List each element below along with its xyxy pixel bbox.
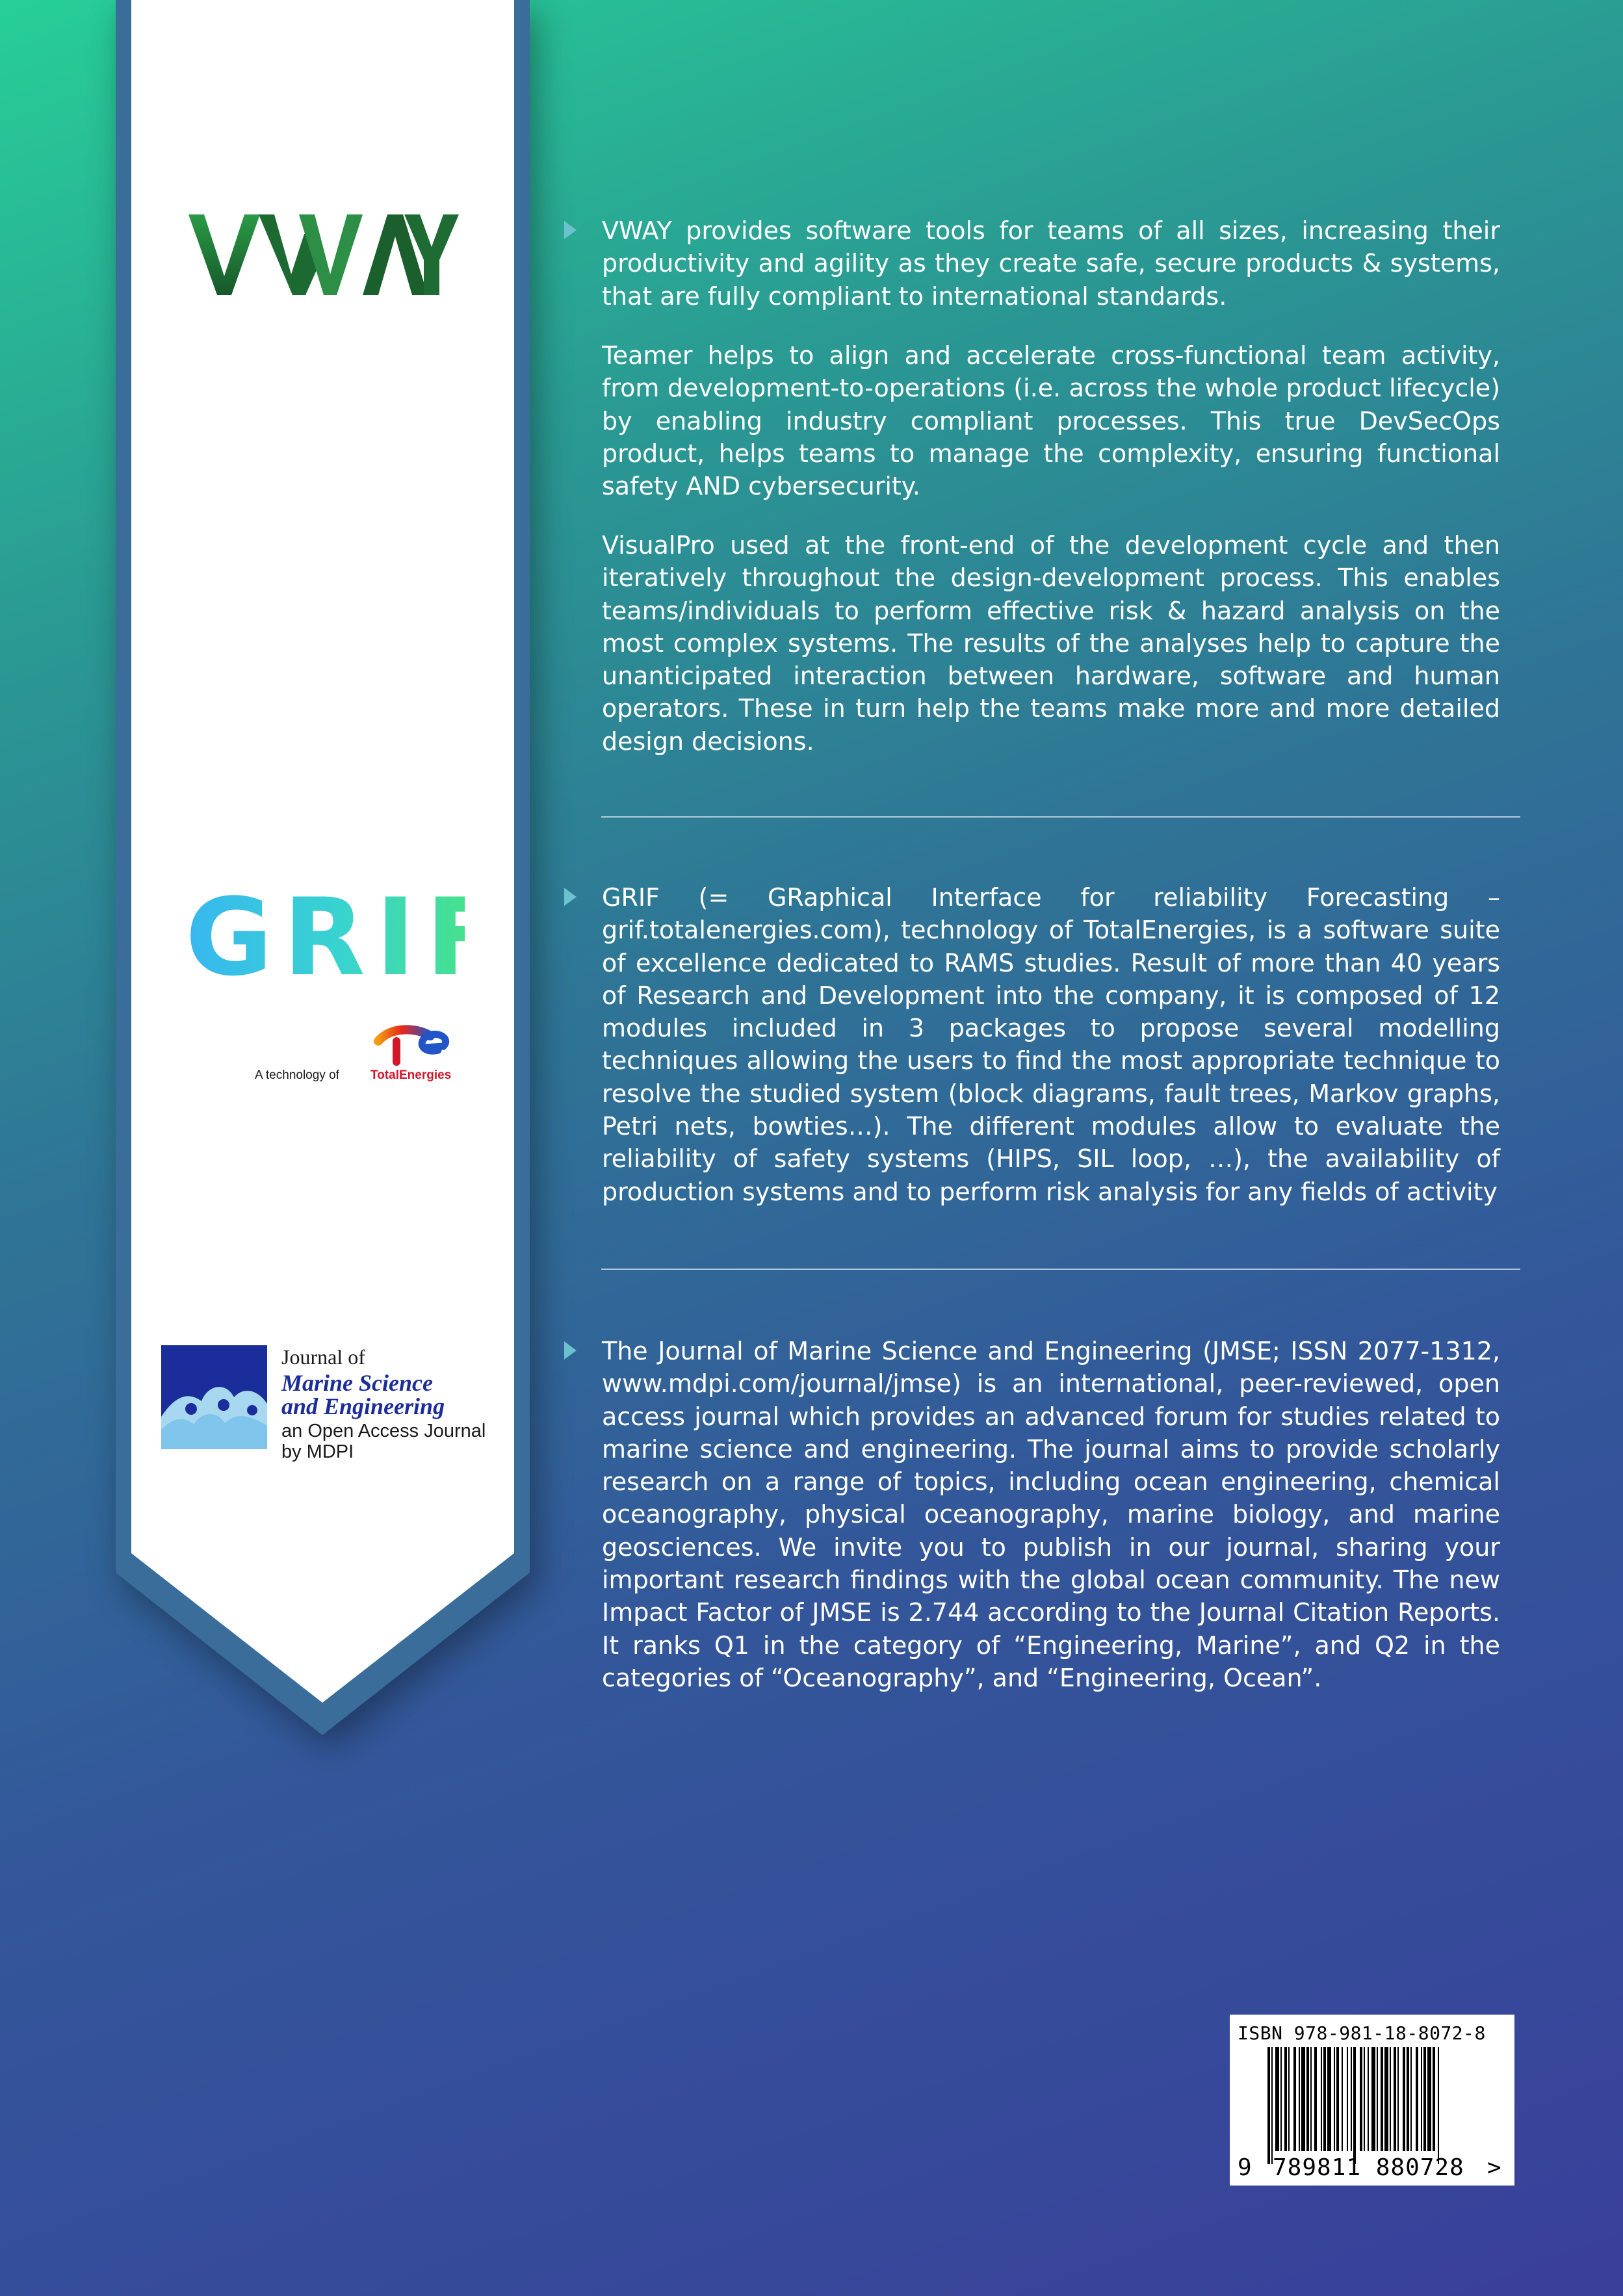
barcode-bar <box>1301 2047 1305 2151</box>
barcode-bar <box>1336 2047 1339 2151</box>
barcode-bar <box>1321 2047 1322 2151</box>
barcode-bar <box>1267 2047 1270 2164</box>
barcode-bar <box>1438 2047 1439 2164</box>
barcode-bar <box>1368 2047 1369 2151</box>
isbn-label: ISBN 978-981-18-8072-8 <box>1238 2022 1486 2044</box>
barcode-bar <box>1397 2047 1399 2151</box>
barcode-bar <box>1293 2047 1296 2151</box>
jmse-logo-line4: an Open Access Journal <box>281 1421 486 1441</box>
barcode-bar <box>1427 2047 1431 2151</box>
barcode-bar <box>1384 2047 1388 2151</box>
grif-paragraph: GRIF (= GRaphical Interface for reliability Forecasting – grif.totalenergies.com), technology of TotalEnergies, is a software suite of excellence dedicated to RAMS studies. Result of more than 40 years of Research and Development into the company, it is composed of 12 modules included in 3 packages to propose several modelling techniques allowing the users to find the most appropriate technique to resolve the studied system (block diagrams, fault trees, Markov graphs, Petri nets, bowties…). The different modules allow to evaluate the reliability of safety systems (HIPS, SIL loop, …), the availability of production systems and to perform risk analysis for any fields of activity <box>602 883 1500 1206</box>
barcode-bar <box>1306 2047 1309 2151</box>
bullet-arrow-icon <box>564 1341 577 1360</box>
barcode-bar <box>1288 2047 1290 2151</box>
isbn-barcode-box <box>1230 2015 1514 2186</box>
barcode-bar <box>1275 2047 1279 2151</box>
barcode-bar <box>1327 2047 1331 2151</box>
barcode-bar <box>1334 2047 1335 2151</box>
jmse-logo-line3: and Engineering <box>281 1393 445 1419</box>
barcode-bar <box>1407 2047 1409 2151</box>
barcode-bar <box>1353 2047 1356 2164</box>
barcode-bar <box>1421 2047 1422 2151</box>
barcode-bar <box>1371 2047 1375 2151</box>
barcode-bar <box>1284 2047 1287 2151</box>
vway-paragraph-1: VWAY provides software tools for teams of all sizes, increasing their productivity and agility as they create safe, secure products & systems, that are fully compliant to international standards. <box>602 216 1500 311</box>
barcode-bar <box>1310 2047 1312 2151</box>
barcode-bar <box>1423 2047 1426 2151</box>
jmse-logo <box>161 1345 499 1462</box>
barcode-bar <box>1314 2047 1317 2151</box>
barcode-bar <box>1394 2047 1396 2151</box>
bullet-arrow-icon <box>564 221 577 239</box>
barcode-bar <box>1410 2047 1412 2151</box>
barcode-bar <box>1360 2047 1362 2151</box>
barcode-bar <box>1271 2047 1273 2164</box>
section-divider <box>601 1269 1520 1270</box>
totalenergies-logo-icon <box>370 1022 461 1068</box>
bullet-arrow-icon <box>564 888 577 906</box>
section-divider <box>601 816 1520 818</box>
vway-logo <box>188 214 459 295</box>
wave-icon <box>161 1345 267 1449</box>
barcode-bar <box>1403 2047 1405 2151</box>
totalenergies-attribution <box>255 1022 469 1087</box>
barcode-bar <box>1347 2047 1348 2151</box>
isbn-first-digit: 9 <box>1238 2154 1252 2181</box>
jmse-logo-line1: Journal of <box>281 1345 365 1369</box>
barcode-bar <box>1280 2047 1282 2151</box>
barcode-bar <box>1377 2047 1378 2151</box>
barcode-bar <box>1390 2047 1391 2151</box>
barcode-bar <box>1381 2047 1383 2151</box>
grif-caption-brand: TotalEnergies <box>370 1068 452 1082</box>
barcode-bar <box>1342 2047 1343 2151</box>
jmse-logo-line2: Marine Science <box>281 1370 433 1396</box>
vway-paragraph-3: VisualPro used at the front-end of the development cycle and then iteratively throughout the design-development process. This enables teams/individuals to perform effective risk & hazard analysis on the most complex systems. The results of the analyses help to capture the unanticipated interaction between hardware, software and human operators. These in turn help the teams make more and more detailed design decisions. <box>602 531 1500 756</box>
isbn-digits: 789811 880728 <box>1273 2154 1464 2181</box>
grif-caption-prefix: A technology of <box>255 1068 339 1082</box>
barcode-bar <box>1364 2047 1365 2151</box>
isbn-arrow: > <box>1487 2154 1501 2181</box>
grif-logo: GRIF <box>185 875 509 1000</box>
barcode-bar <box>1416 2047 1418 2151</box>
barcode-bar <box>1323 2047 1326 2151</box>
jmse-logo-line5: by MDPI <box>281 1441 354 1462</box>
jmse-paragraph: The Journal of Marine Science and Engineering (JMSE; ISSN 2077-1312, www.mdpi.com/journal/jmse) is an international, peer-reviewed, open access journal which provides an advanced forum for studies related to marine science and engineering. The journal aims to provide scholarly research on a range of topics, including ocean engineering, chemical oceanography, physical oceanography, marine biology, and marine geosciences. We invite you to publish in our journal, sharing your important research findings with the global ocean community. The new Impact Factor of JMSE is 2.744 according to the Journal Citation Reports. It ranks Q1 in the category of “Engineering, Marine”, and Q2 in the categories of “Oceanography”, and “Engineering, Ocean”. <box>602 1337 1500 1692</box>
barcode-bar <box>1351 2047 1352 2151</box>
barcode-bar <box>1299 2047 1300 2151</box>
barcode-bar <box>1433 2047 1435 2151</box>
vway-paragraph-2: Teamer helps to align and accelerate cross-functional team activity, from development-to-operations (i.e. across the whole product lifecycle) by enabling industry compliant processes. This true DevSecOps product, helps teams to manage the complexity, ensuring functional safety AND cybersecurity. <box>602 341 1500 501</box>
barcode <box>1267 2047 1483 2164</box>
